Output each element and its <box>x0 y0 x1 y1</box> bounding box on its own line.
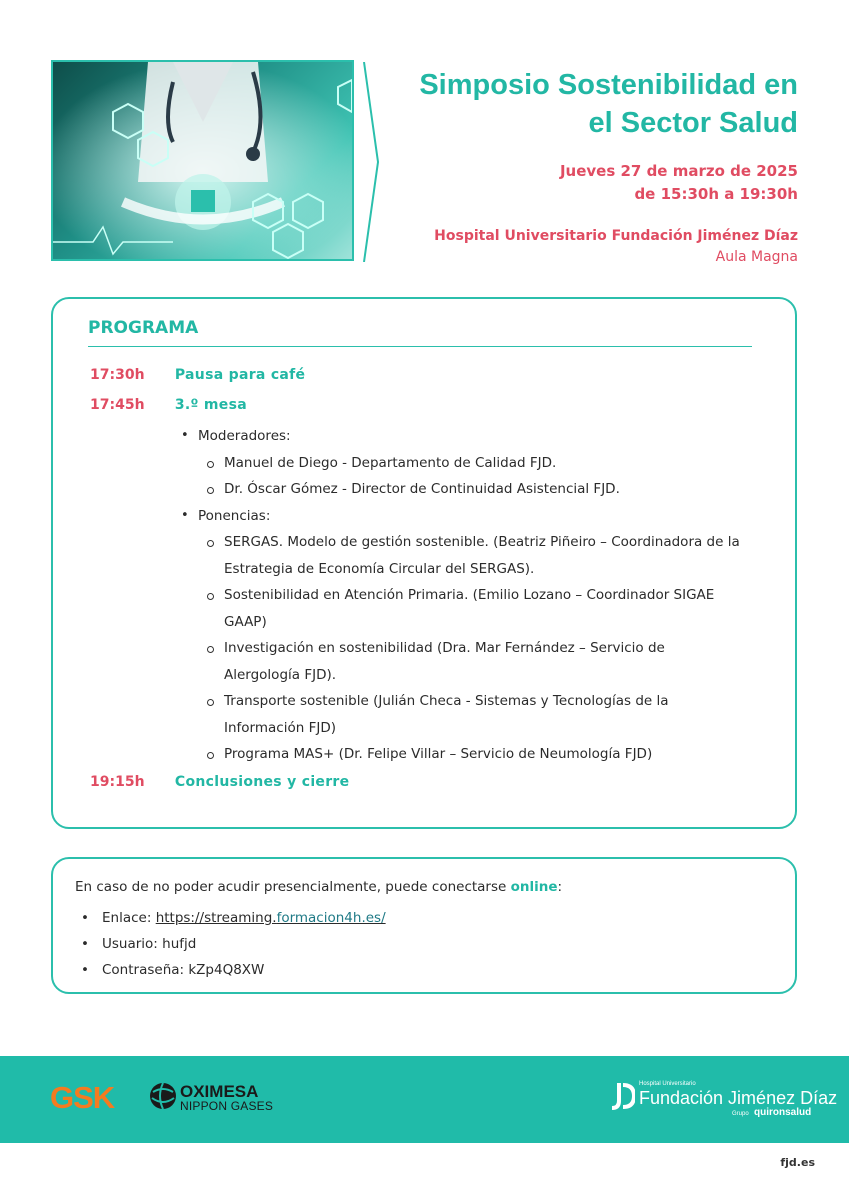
date-line-2: de 15:30h a 19:30h <box>634 185 798 203</box>
online-credentials <box>75 905 386 983</box>
event-date <box>560 160 798 206</box>
session-details <box>178 423 778 768</box>
fjd-logo <box>609 1078 838 1126</box>
online-highlight: online <box>510 879 558 895</box>
link-domain: formacion4h.es/ <box>276 910 386 926</box>
link-item <box>75 905 386 931</box>
oximesa-subtitle: NIPPON GASES <box>180 1099 274 1113</box>
talk-line: Transporte sostenible (Julián Checa - Sistemas y Tecnologías de la <box>224 693 669 709</box>
moderator-item: Manuel de Diego - Departamento de Calidad FJD. <box>178 450 778 477</box>
oximesa-logo <box>180 1084 273 1113</box>
website-link[interactable]: fjd.es <box>780 1156 815 1169</box>
schedule-title: 3.º mesa <box>174 397 247 413</box>
schedule-row <box>90 397 247 413</box>
schedule-row <box>90 367 305 383</box>
online-colon: : <box>557 879 563 895</box>
program-box <box>51 297 797 829</box>
schedule-time: 17:30h <box>90 367 145 383</box>
talk-line: GAAP) <box>224 613 267 630</box>
moderators-label: • Moderadores: <box>178 423 778 450</box>
talk-line: Información FJD) <box>224 719 336 736</box>
program-divider <box>88 346 752 347</box>
schedule-time: 19:15h <box>90 774 145 790</box>
fjd-group-label: Grupo <box>732 1111 749 1117</box>
password-item: • Contraseña: kZp4Q8XW <box>75 957 386 983</box>
user-item: • Usuario: hufjd <box>75 931 386 957</box>
talk-line: Investigación en sostenibilidad (Dra. Mar Fernández – Servicio de <box>224 640 665 656</box>
page-title <box>378 66 798 142</box>
schedule-title: Pausa para café <box>174 367 306 383</box>
talk-item <box>178 741 778 768</box>
talk-line: SERGAS. Modelo de gestión sostenible. (Beatriz Piñeiro – Coordinadora de la <box>224 534 740 550</box>
fjd-name: Fundación Jiménez Díaz <box>639 1088 838 1108</box>
title-line-2: el Sector Salud <box>588 107 798 139</box>
doctor-health-icons-image <box>53 62 352 259</box>
link-prefix: https://streaming. <box>155 910 277 926</box>
fjd-small-text: Hospital Universitario <box>639 1081 696 1087</box>
talk-item <box>178 635 778 688</box>
date-line-1: Jueves 27 de marzo de 2025 <box>559 162 798 180</box>
talk-line: Estrategia de Economía Circular del SERGAS). <box>224 560 535 577</box>
online-intro-text: En caso de no poder acudir presencialmente, puede conectarse <box>75 879 507 895</box>
schedule-row <box>90 774 349 790</box>
link-label: Enlace: <box>102 910 152 926</box>
talk-line: Sostenibilidad en Atención Primaria. (Emilio Lozano – Coordinador SIGAE <box>224 587 715 603</box>
online-access-box <box>51 857 797 994</box>
sponsor-footer <box>0 1056 849 1143</box>
quironsalud-logo: quironsalud <box>754 1107 812 1118</box>
fjd-mark-icon <box>609 1081 635 1111</box>
oximesa-globe-icon <box>149 1082 177 1110</box>
oximesa-name: OXIMESA <box>180 1082 259 1101</box>
venue-hospital: Hospital Universitario Fundación Jiménez Díaz <box>434 228 798 244</box>
decorative-arrow-icon <box>363 62 379 262</box>
schedule-time: 17:45h <box>90 397 145 413</box>
streaming-link[interactable] <box>156 910 386 926</box>
gsk-logo: GSK <box>50 1080 115 1115</box>
talk-item <box>178 529 778 582</box>
talks-label: • Ponencias: <box>178 503 778 530</box>
talk-item <box>178 582 778 635</box>
talk-item <box>178 688 778 741</box>
talk-line: Programa MAS+ (Dr. Felipe Villar – Servicio de Neumología FJD) <box>224 746 653 762</box>
moderator-item: Dr. Óscar Gómez - Director de Continuidad Asistencial FJD. <box>178 476 778 503</box>
program-heading: PROGRAMA <box>88 318 199 338</box>
schedule-title: Conclusiones y cierre <box>174 774 350 790</box>
online-intro <box>75 879 562 895</box>
venue-room: Aula Magna <box>715 249 798 265</box>
event-venue <box>434 226 798 268</box>
title-line-1: Simposio Sostenibilidad en <box>419 69 798 101</box>
talk-line: Alergología FJD). <box>224 666 337 683</box>
hero-image <box>51 60 354 261</box>
